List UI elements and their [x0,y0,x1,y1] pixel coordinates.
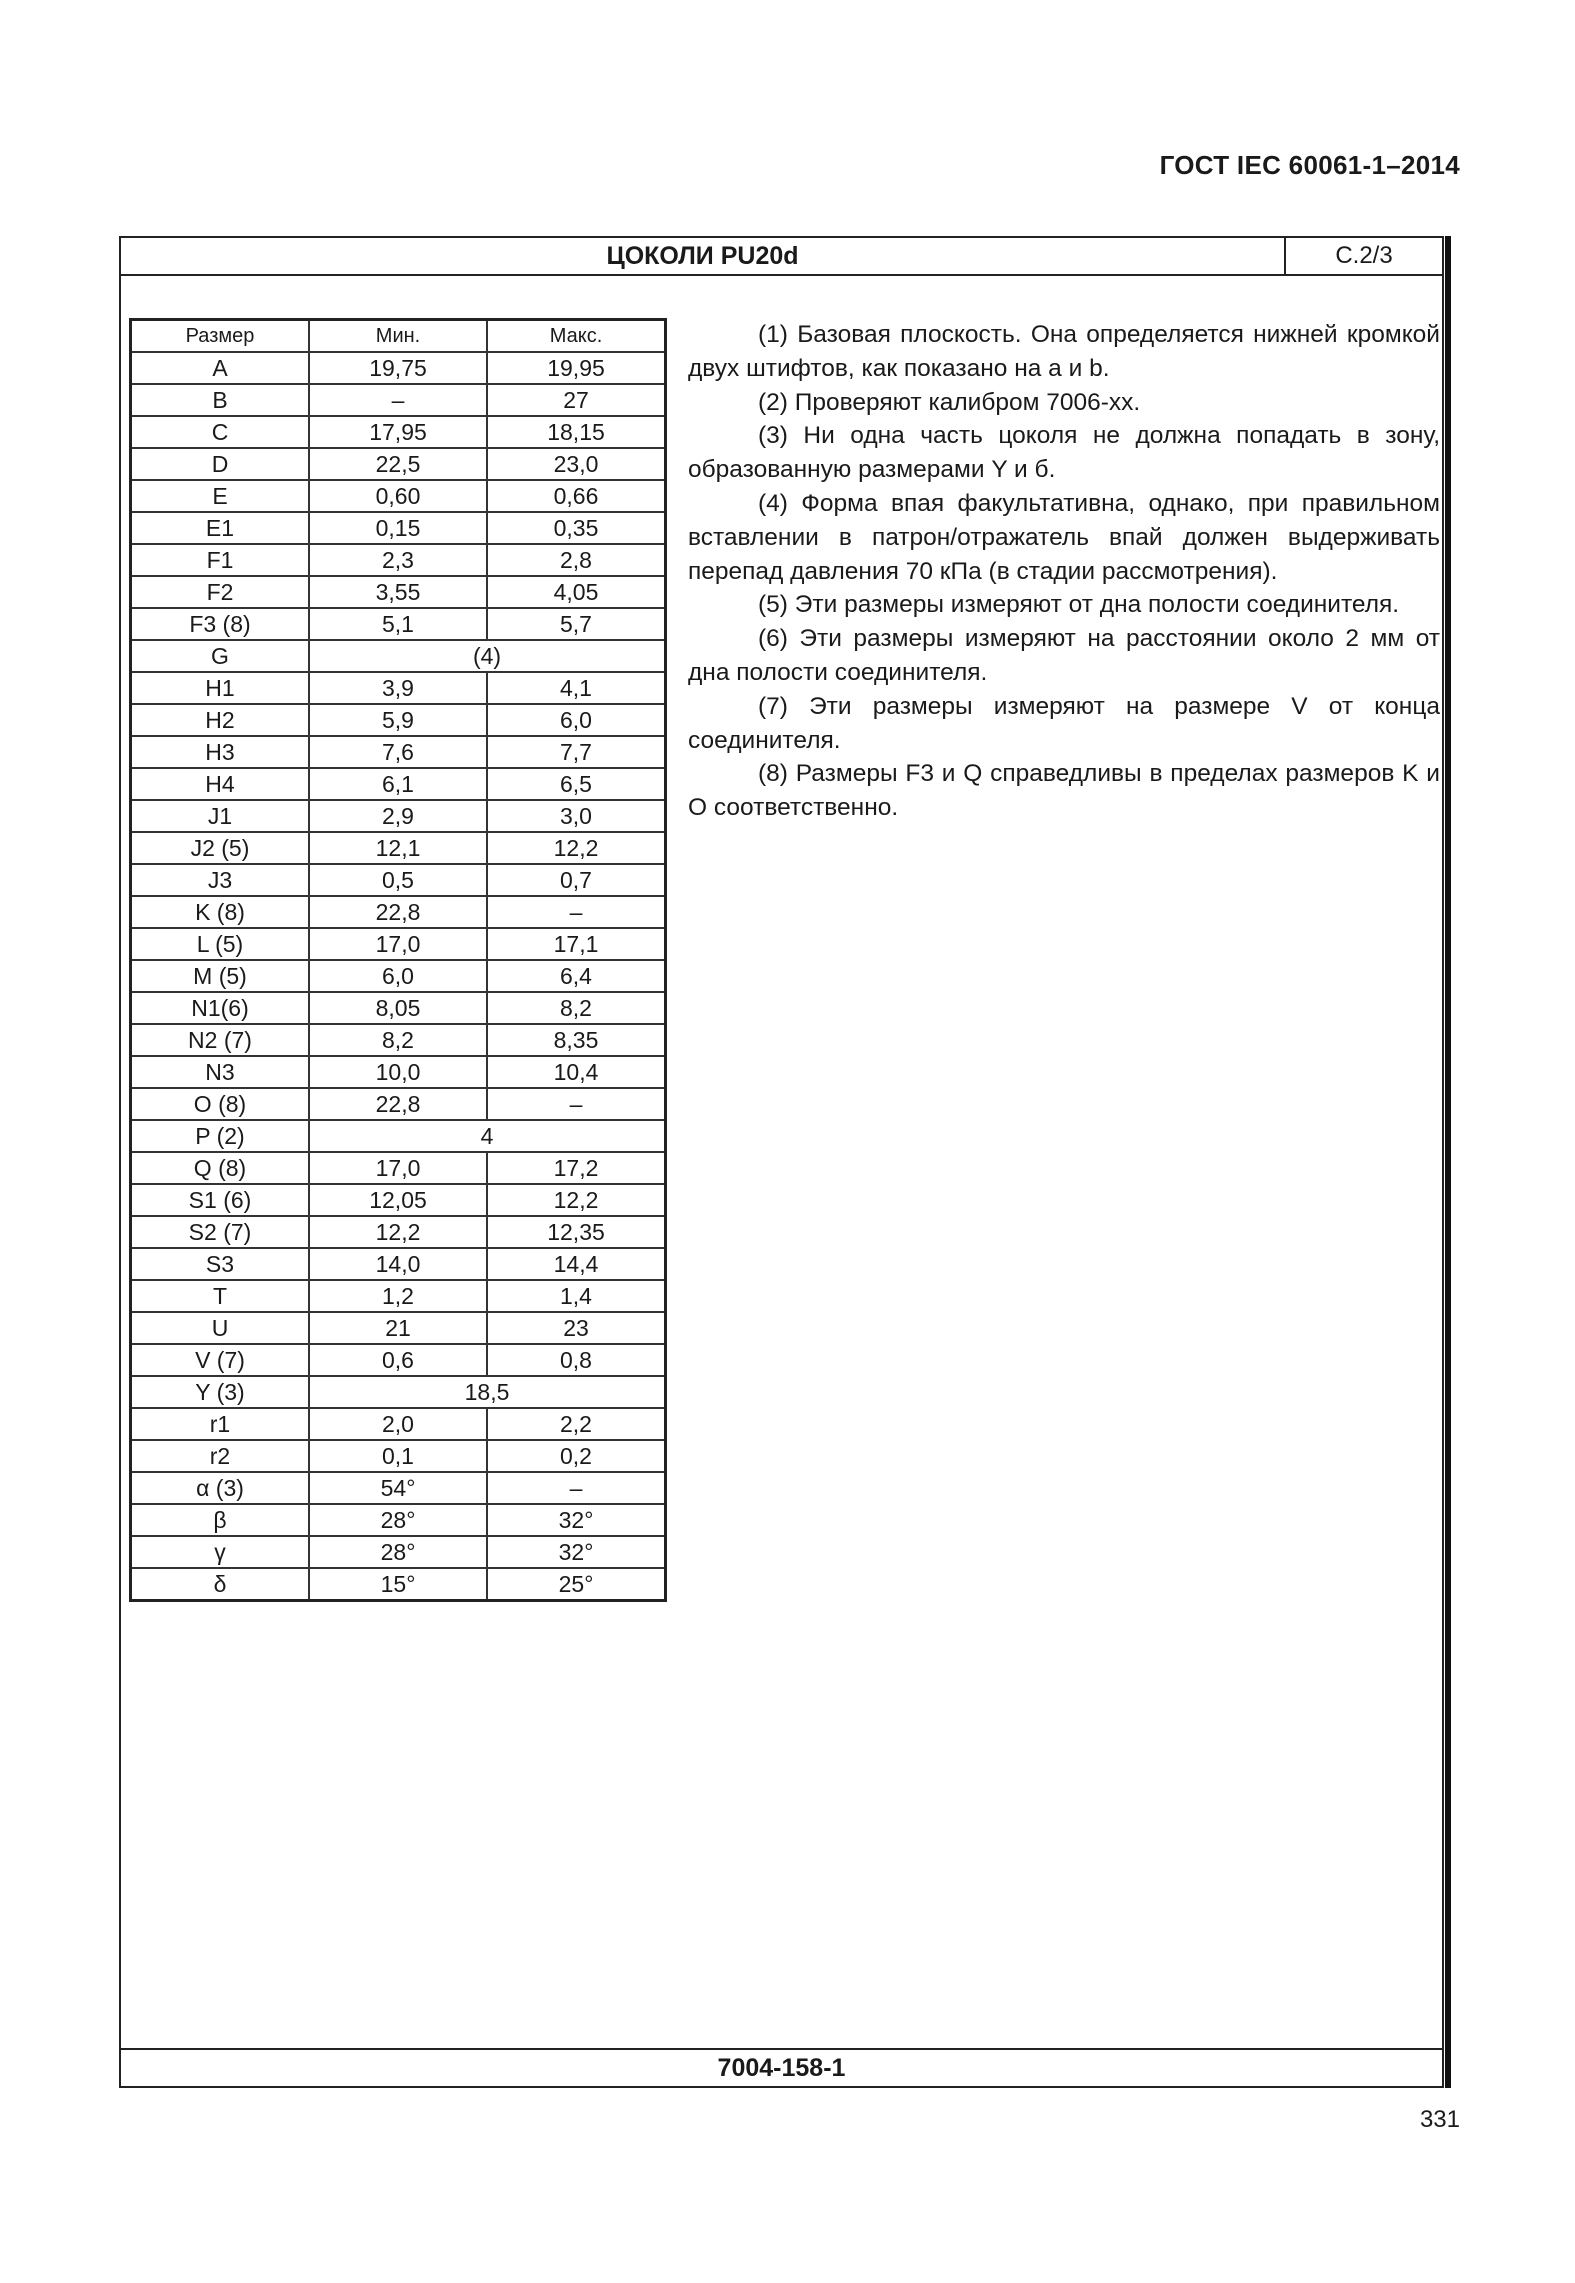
dimension-cell: r2 [131,1440,310,1472]
max-cell: 3,0 [487,800,666,832]
min-cell: 5,1 [309,608,487,640]
dimension-cell: Y (3) [131,1376,310,1408]
table-row [131,1024,666,1056]
table-row [131,1408,666,1440]
table-row [131,768,666,800]
max-cell: 0,35 [487,512,666,544]
max-cell: 6,4 [487,960,666,992]
table-row [131,1376,666,1408]
table-row [131,896,666,928]
dimension-cell: γ [131,1536,310,1568]
dimension-cell: P (2) [131,1120,310,1152]
min-cell: 6,1 [309,768,487,800]
table-row [131,1280,666,1312]
table-row [131,480,666,512]
min-cell: 54° [309,1472,487,1504]
max-cell: 7,7 [487,736,666,768]
table-row [131,1312,666,1344]
min-cell: 3,55 [309,576,487,608]
note: (3) Ни одна часть цоколя не должна попадать в зону, образованную размерами Y и б. [688,422,1440,484]
table-row [131,1344,666,1376]
table-row [131,736,666,768]
frame-edge [1445,236,1451,2088]
min-cell: 22,8 [309,1088,487,1120]
min-cell: 12,1 [309,832,487,864]
min-cell: 1,2 [309,1280,487,1312]
min-cell: 8,2 [309,1024,487,1056]
max-cell: 12,2 [487,1184,666,1216]
min-cell: 12,05 [309,1184,487,1216]
dimension-cell: F1 [131,544,310,576]
table-row [131,1088,666,1120]
table-row [131,576,666,608]
table-row [131,800,666,832]
table-row [131,960,666,992]
value-cell: 18,5 [309,1376,666,1408]
dimension-cell: O (8) [131,1088,310,1120]
notes [688,318,1440,825]
min-cell: 0,6 [309,1344,487,1376]
dimension-cell: J2 (5) [131,832,310,864]
max-cell: – [487,896,666,928]
table-row [131,1152,666,1184]
table-row [131,640,666,672]
min-cell: 3,9 [309,672,487,704]
min-cell: 22,5 [309,448,487,480]
note: (2) Проверяют калибром 7006-xx. [758,388,1141,416]
table-row [131,1568,666,1601]
dimension-cell: E1 [131,512,310,544]
note: (4) Форма впая факультативна, однако, при правильном вставлении в патрон/отражатель впай должен выдерживать перепад давления 70 кПа (в стадии рассмотрения). [688,489,1440,585]
max-cell: 14,4 [487,1248,666,1280]
dimension-cell: J3 [131,864,310,896]
min-cell: 0,1 [309,1440,487,1472]
min-cell: 10,0 [309,1056,487,1088]
max-cell: – [487,1088,666,1120]
dimension-cell: H1 [131,672,310,704]
min-cell: 6,0 [309,960,487,992]
standard-header: ГОСТ IEC 60061-1–2014 [1159,150,1460,180]
dimensions-table [129,318,667,1602]
table-row [131,512,666,544]
dimension-cell: B [131,384,310,416]
dimension-cell: α (3) [131,1472,310,1504]
min-cell: 28° [309,1536,487,1568]
note: (6) Эти размеры измеряют на расстоянии около 2 мм от дна полости соединителя. [688,625,1440,686]
dimension-cell: U [131,1312,310,1344]
min-cell: 2,9 [309,800,487,832]
dimension-cell: C [131,416,310,448]
max-cell: 2,8 [487,544,666,576]
table-row [131,1056,666,1088]
min-cell: 0,15 [309,512,487,544]
max-cell: 0,8 [487,1344,666,1376]
max-cell: 2,2 [487,1408,666,1440]
table-row [131,608,666,640]
dimension-cell: H2 [131,704,310,736]
column-header-dimension: Размер [131,320,310,353]
dimension-cell: H3 [131,736,310,768]
table-row [131,1472,666,1504]
dimension-cell: K (8) [131,896,310,928]
max-cell: 6,5 [487,768,666,800]
note: (5) Эти размеры измеряют от дна полости соединителя. [758,591,1400,619]
sheet-code: С.2/3 [1335,242,1393,269]
max-cell: 23,0 [487,448,666,480]
note: (7) Эти размеры измеряют на размере V от конца соединителя. [688,692,1440,754]
dimension-cell: N2 (7) [131,1024,310,1056]
max-cell: 10,4 [487,1056,666,1088]
table-header-row [131,320,666,353]
dimension-cell: S2 (7) [131,1216,310,1248]
max-cell: 27 [487,384,666,416]
dimension-cell: G [131,640,310,672]
page-number: 331 [1419,2106,1460,2133]
min-cell: – [309,384,487,416]
min-cell: 17,0 [309,928,487,960]
min-cell: 28° [309,1504,487,1536]
table-row [131,1216,666,1248]
table-row [131,928,666,960]
max-cell: 0,66 [487,480,666,512]
value-cell: (4) [309,640,666,672]
max-cell: 17,1 [487,928,666,960]
min-cell: 17,0 [309,1152,487,1184]
dimension-cell: J1 [131,800,310,832]
max-cell: 5,7 [487,608,666,640]
min-cell: 7,6 [309,736,487,768]
table-row [131,864,666,896]
min-cell: 14,0 [309,1248,487,1280]
dimension-cell: S3 [131,1248,310,1280]
max-cell: – [487,1472,666,1504]
sheet-frame [119,236,1444,2088]
table-row [131,672,666,704]
sheet-footer: 7004-158-1 [121,2048,1442,2086]
max-cell: 0,7 [487,864,666,896]
min-cell: 0,5 [309,864,487,896]
min-cell: 2,3 [309,544,487,576]
dimension-cell: N1(6) [131,992,310,1024]
max-cell: 12,2 [487,832,666,864]
table-row [131,352,666,384]
dimension-cell: F3 (8) [131,608,310,640]
column-header-max: Макс. [487,320,666,353]
value-cell: 4 [309,1120,666,1152]
table-row [131,1184,666,1216]
table-row [131,544,666,576]
max-cell: 25° [487,1568,666,1601]
dimension-cell: r1 [131,1408,310,1440]
table-row [131,1120,666,1152]
dimension-cell: A [131,352,310,384]
table-row [131,1248,666,1280]
table-row [131,1536,666,1568]
min-cell: 12,2 [309,1216,487,1248]
table-row [131,992,666,1024]
min-cell: 5,9 [309,704,487,736]
dimension-cell: β [131,1504,310,1536]
dimension-cell: M (5) [131,960,310,992]
max-cell: 18,15 [487,416,666,448]
sheet-title: ЦОКОЛИ PU20d [121,238,1286,274]
table-row [131,1440,666,1472]
table-row [131,704,666,736]
dimension-cell: δ [131,1568,310,1601]
min-cell: 2,0 [309,1408,487,1440]
max-cell: 4,1 [487,672,666,704]
min-cell: 21 [309,1312,487,1344]
dimension-cell: D [131,448,310,480]
dimension-cell: H4 [131,768,310,800]
min-cell: 0,60 [309,480,487,512]
dimension-cell: T [131,1280,310,1312]
sheet-header [121,238,1442,276]
max-cell: 1,4 [487,1280,666,1312]
min-cell: 22,8 [309,896,487,928]
table-row [131,384,666,416]
table-row [131,832,666,864]
max-cell: 4,05 [487,576,666,608]
note: (1) Базовая плоскость. Она определяется нижней кромкой двух штифтов, как показано на a и b. [688,321,1440,382]
column-header-min: Мин. [309,320,487,353]
max-cell: 8,2 [487,992,666,1024]
dimension-cell: E [131,480,310,512]
dimension-cell: V (7) [131,1344,310,1376]
max-cell: 17,2 [487,1152,666,1184]
max-cell: 32° [487,1504,666,1536]
dimension-cell: F2 [131,576,310,608]
max-cell: 0,2 [487,1440,666,1472]
dimension-cell: L (5) [131,928,310,960]
max-cell: 32° [487,1536,666,1568]
dimension-cell: Q (8) [131,1152,310,1184]
min-cell: 19,75 [309,352,487,384]
max-cell: 23 [487,1312,666,1344]
min-cell: 15° [309,1568,487,1601]
max-cell: 6,0 [487,704,666,736]
note: (8) Размеры F3 и Q справедливы в пределах размеров K и O соответственно. [688,760,1440,822]
max-cell: 19,95 [487,352,666,384]
table-row [131,448,666,480]
dimension-cell: N3 [131,1056,310,1088]
max-cell: 12,35 [487,1216,666,1248]
table-row [131,1504,666,1536]
table-row [131,416,666,448]
min-cell: 8,05 [309,992,487,1024]
max-cell: 8,35 [487,1024,666,1056]
dimension-cell: S1 (6) [131,1184,310,1216]
min-cell: 17,95 [309,416,487,448]
